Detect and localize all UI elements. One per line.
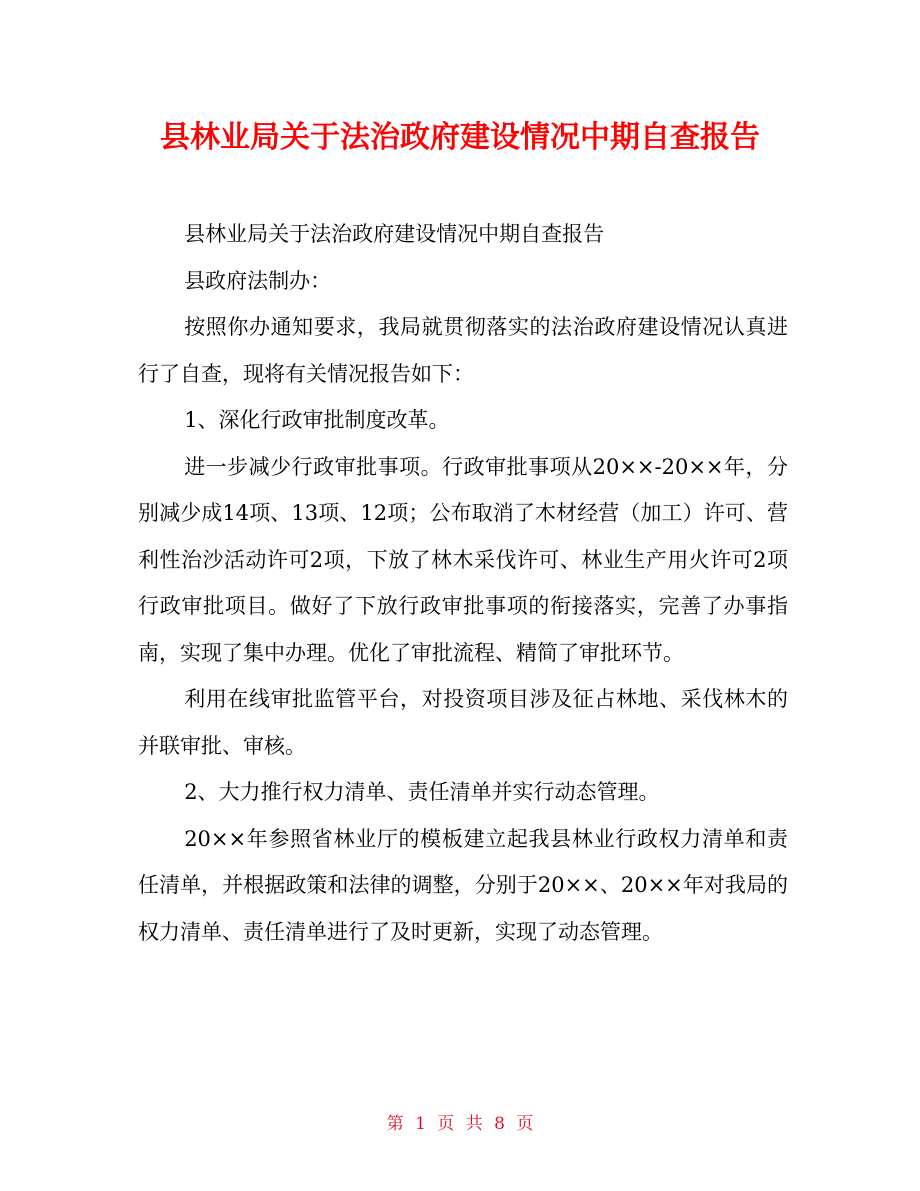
paragraph-subtitle: 县林业局关于法治政府建设情况中期自查报告	[184, 222, 605, 246]
page-number-footer: 第 1 页 共 8 页	[386, 1114, 534, 1134]
paragraph-approval-items: 进一步减少行政审批事项。行政审批事项从20××-20××年，分别减少成14项、13项、12项；公布取消了木材经营（加工）许可、营利性治沙活动许可2项，下放了林木采伐许可、林业生产用火许可2项行政审批项目。做好了下放行政审批事项的衔接落实，完善了办事指南，实现了集中办理。优化了审批流程、精简了审批环节。	[138, 454, 788, 665]
paragraph-heading-2: 2、大力推行权力清单、责任清单并实行动态管理。	[184, 780, 660, 804]
paragraph-online-platform: 利用在线审批监管平台，对投资项目涉及征占林地、采伐林木的并联审批、审核。	[138, 687, 788, 758]
document-title: 县林业局关于法治政府建设情况中期自查报告	[160, 120, 760, 155]
paragraph-intro: 按照你办通知要求，我局就贯彻落实的法治政府建设情况认真进行了自查，现将有关情况报告如下：	[138, 315, 788, 386]
paragraph-power-list: 20××年参照省林业厅的模板建立起我县林业行政权力清单和责任清单，并根据政策和法律的调整，分别于20××、20××年对我局的权力清单、责任清单进行了及时更新，实现了动态管理。	[138, 826, 788, 944]
document-body	[138, 211, 788, 955]
paragraph-addressee: 县政府法制办：	[184, 268, 332, 293]
paragraph-heading-1: 1、深化行政审批制度改革。	[184, 408, 450, 432]
